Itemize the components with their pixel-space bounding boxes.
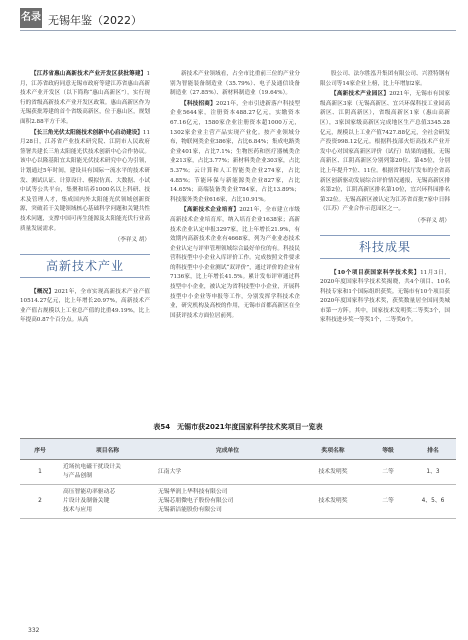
section-banner: 科技成果 bbox=[320, 235, 450, 259]
paragraph-heading: 【10个项目获国家科学技术奖】 bbox=[331, 269, 421, 276]
paragraph bbox=[20, 129, 150, 235]
unit-line: 无锡芯朋微电子股份有限公司 bbox=[158, 498, 234, 504]
award-name: 技术发明奖 bbox=[300, 485, 366, 519]
table-caption: 表54 无锡市获2021年度国家科学技术奖项目一览表 bbox=[153, 423, 323, 431]
unit-line: 江南大学 bbox=[158, 468, 182, 475]
paragraph bbox=[170, 206, 300, 321]
book-title: 无锡年鉴（2022） bbox=[48, 14, 142, 27]
page-number: 332 bbox=[28, 627, 40, 634]
paragraph bbox=[320, 70, 450, 89]
column-header: 项目名称 bbox=[60, 439, 155, 460]
project-name-line: 近场抗电磁干扰设计关 bbox=[63, 464, 121, 470]
unit-line: 无锡华润上华科技有限公司 bbox=[158, 489, 228, 495]
paragraph-heading: 【长三角光伏太阳能技术创新中心启动建设】 bbox=[31, 129, 143, 136]
project-name-line: 技术与应用 bbox=[63, 507, 92, 513]
paragraph-heading: 【概况】 bbox=[31, 288, 55, 295]
text-column-3 bbox=[320, 70, 450, 327]
paragraph-text: 1月，江苏省政府同意无锡市政府等建江苏省惠山高新技术产业开发区（以下简称“惠山高新区”），实行现行的省级高新技术产业开发区政策。惠山高新区作为无锡获批筹建的首个省级高新区，位于惠山区，规划面积2.88平方千米。 bbox=[20, 71, 150, 125]
column-header: 序号 bbox=[20, 439, 60, 460]
paragraph-heading: 【高新技术企业培育】 bbox=[181, 207, 240, 214]
paragraph-heading: 【高新技术产业园区】 bbox=[331, 91, 390, 98]
completing-units bbox=[155, 485, 300, 519]
column-header: 奖项名称 bbox=[300, 439, 366, 460]
table-header-row bbox=[20, 439, 456, 460]
project-name bbox=[60, 460, 155, 485]
section-banner: 高新技术产业 bbox=[20, 254, 150, 278]
paragraph-text: 11月28日，江苏省产业技术研究院、江阴市人民政府签署共建长三角太阳能光伏技术创新中心合作协议。该中心以隆基阳宜太阳能光伏技术研究中心为引领，计划通过5年时间，建设具有国际一流水平的技术研发、测试认证、计算设计、模拟仿真、大数据、小试中试等公共平台，集聚和培养1000名以上科研、技术及管理人才，集成国内外太阳能光伏领域创新资源，突破若干关键领域核心基础科学问题和关键共性技术问题，支撑中国可再生能源及太阳能光伏行业高质量发展需求。 bbox=[20, 129, 151, 232]
header-rule bbox=[20, 30, 456, 31]
paragraph-heading: 【科技招商】 bbox=[181, 100, 216, 107]
row-number: 1 bbox=[20, 460, 60, 485]
paragraph bbox=[20, 288, 150, 326]
award-level: 二等 bbox=[366, 485, 410, 519]
paragraph-text: 新技术产业领域看，占全市比重前三位的产业分别为智能装备制造业（35.79%）、电子及通信设备制造业（27.85%）、新材料制造业（19.64%）。 bbox=[170, 71, 300, 97]
completing-units bbox=[155, 460, 300, 485]
award-name: 技术发明奖 bbox=[300, 460, 366, 485]
paragraph-text: 2021年，无锡市有国家级高新区3家（无锡高新区、宜兴环保科技工业园高新区、江阴高新区），省级高新区1家（惠山高新区），3家国家级高新区完成地区生产总值3345.28亿元，规模以上工业产值7427.88亿元，全社会研发产投资998.12亿元。根据科技部火炬高技术产业开发中心对国家高新区评价（试行）结果的通报，无锡高新区、江阴高新区分别列第20位、第45位，分别比上年提升7位、11位。根据省科技厅发布的全省高新区创新驱动发展综合评价情况通报，无锡高新区排名第2位，江阴高新区排名第10位，宜兴环科园排名第32位。无锡高新区被认定为江苏省首批7家中日韩（江苏）产业合作示范园区之一。 bbox=[320, 91, 450, 213]
paragraph-text: 2021年，全市实现高新技术产业产值10514.27亿元，比上年增长20.97%，高新技术产业产值占规模以上工业总产值的比重49.19%，比上年提高0.87个百分点。从高 bbox=[20, 288, 150, 324]
project-name-line: 与产品创制 bbox=[63, 473, 92, 479]
paragraph bbox=[170, 100, 300, 206]
table-row bbox=[20, 485, 456, 519]
row-number: 2 bbox=[20, 485, 60, 519]
column-header: 等级 bbox=[366, 439, 410, 460]
unit-line: 无锡新洁能股份有限公司 bbox=[158, 507, 222, 513]
award-level: 二等 bbox=[366, 460, 410, 485]
award-rank: 1、3 bbox=[410, 460, 456, 485]
paragraph-text: 2021年，全市建立市级高新技术企业培育库，纳入培育企业1638家；高新技术企业认定申报3297家，比上年增长21.9%，有效期内高新技术企业有4668家，列为产业业态技术企业认定与评审管理领域综合最好单位的有。科技民营科技型中小企业入库评价工作。完成按照文件要求的科技型中小企业测试“双评价”，通过评价的企业有7136家，比上年增长41.5%。累计发布评审通过科技型中小企业，被认定为省科技型中小企业，开展科技型中小企业等申报等工作，分别发挥学科技术企业，研究机构及高校的作用，无锡市首都高新区在全国获评技术方面位居前列。 bbox=[170, 207, 300, 319]
project-name-line: 片设计及制备关键 bbox=[63, 498, 110, 504]
project-name-line: 高压智能功率驱动芯 bbox=[63, 489, 116, 495]
column-header: 排名 bbox=[410, 439, 456, 460]
column-header: 完成单位 bbox=[155, 439, 300, 460]
paragraph bbox=[20, 70, 150, 128]
text-column-1 bbox=[20, 70, 150, 327]
project-name bbox=[60, 485, 155, 519]
table-row bbox=[20, 460, 456, 485]
text-column-2 bbox=[170, 70, 300, 322]
paragraph bbox=[320, 269, 450, 327]
byline: （李祥义 胡） bbox=[114, 237, 150, 244]
awards-table bbox=[20, 438, 456, 519]
paragraph-text: 2021年，全市引进新落户科技型企业5644家，注册资本488.27亿元，实缴资本67.16亿元，1580家企业注册资本超1000万元，1302家企业主营产品实现产业化。按产业领域分布，物联网类企业386家，占比6.84%；集成电路类企业401家，占比7.1%；生物医药和医疗器械类企业213家，占比3.77%；新材料类企业303家，占比5.37%；云计算和人工智能类企业274家，占比4.85%；节能环保与新能源类企业827家，占比14.65%；高端装备类企业784家，占比13.89%；科技服务类企业616家，占比10.91%。 bbox=[170, 100, 300, 203]
yearbook-logo: 名录 bbox=[20, 8, 42, 28]
paragraph-text: 股公司、法尔胜泓升集团有限公司、兴澄特钢有限公司等14家企业上榜，比上年增加2家。 bbox=[320, 71, 450, 87]
paragraph-text: 11月3日，2020年度国家科学技术奖揭晓，共4个项目、10名科技专家和1个国际组织获奖。无锡市有10个项目获2020年度国家科学技术奖，获奖数量居全国同类城市第一方阵。其中，国家技术发明奖二等奖3个，国家科技进步奖一等奖1个，二等奖6个。 bbox=[320, 269, 450, 324]
page-header bbox=[20, 8, 456, 28]
award-rank: 4、5、6 bbox=[410, 485, 456, 519]
paragraph-heading: 【江苏省惠山高新技术产业开发区获批筹建】 bbox=[31, 71, 147, 77]
byline: （李祥义 胡） bbox=[414, 217, 450, 224]
paragraph bbox=[170, 70, 300, 99]
paragraph bbox=[320, 90, 450, 215]
